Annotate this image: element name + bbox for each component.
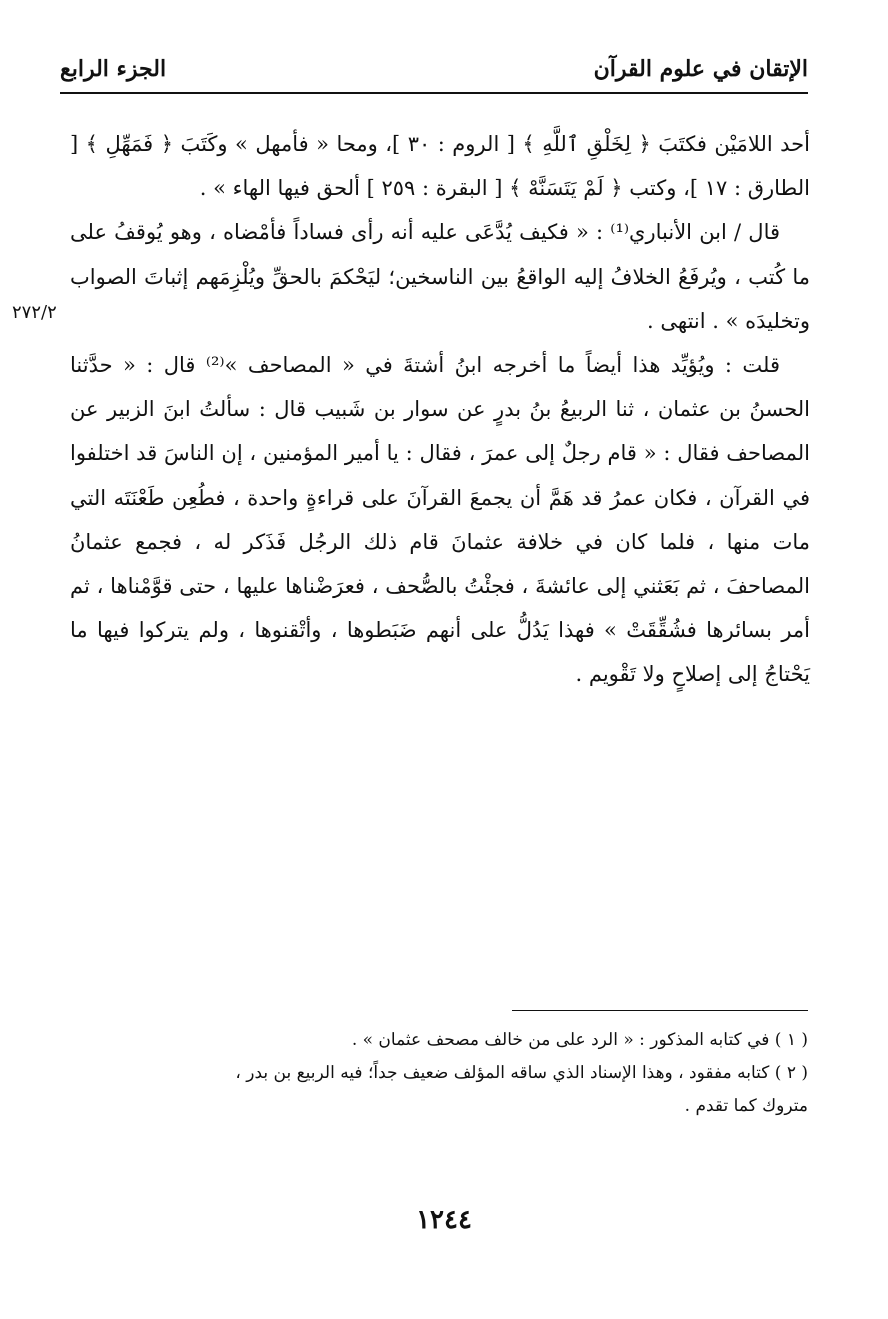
running-header: [60, 52, 808, 94]
page-number: ١٢٤٤: [416, 1205, 472, 1235]
part-title: الجزء الرابع: [60, 56, 167, 82]
footnote-divider: [512, 1010, 808, 1011]
paragraph-3: قلت : ويُؤيِّد هذا أيضاً ما أخرجه ابنُ أشتةَ في « المصاحف »⁽²⁾ قال : « حدَّثنا الحسنُ بن عثمان ، ثنا الربيعُ بنُ بدرٍ عن سوار بن شَبيب قال : سألتُ ابنَ الزبير عن المصاحف فقال : « قام رجلٌ إلى عمرَ ، فقال : يا أمير المؤمنين ، إن الناسَ قد اختلفوا في القرآن ، فكان عمرُ قد هَمَّ أن يجمعَ القرآنَ على قراءةٍ واحدة ، فطُعِن طَعْنَتَه التي مات منها ، فلما كان في خلافة عثمانَ قام ذلك الرجُل فَذَكر له ، فجمع عثمانُ المصاحفَ ، ثم بَعَثني إلى عائشةَ ، فجئْتُ بالصُّحف ، فعرَضْناها عليها ، حتى قوَّمْناها ، ثم أمر بسائرها فشُقِّقَتْ » فهذا يَدُلُّ على أنهم ضَبَطوها ، وأتْقنوها ، ولم يتركوا فيها ما يَحْتاجُ إلى إصلاحٍ ولا تَقْويم .: [70, 353, 810, 687]
footnote-1: ( ١ ) في كتابه المذكور : « الرد على من خالف مصحف عثمان » .: [351, 1030, 808, 1050]
book-title: الإتقان في علوم القرآن: [593, 56, 808, 82]
paragraph-1: أحد اللامَيْن فكتَبَ ﴿ لِخَلْقِ ٱللَّهِ ﴾ [ الروم : ٣٠ ]، ومحا « فأمهل » وكَتَبَ ﴿ فَمَهِّلِ ﴾ [ الطارق : ١٧ ]، وكتب ﴿ لَمْ يَتَسَنَّهْ ﴾ [ البقرة : ٢٥٩ ] ألحق فيها الهاء » .: [70, 132, 810, 201]
margin-reference: ٢٧٢/٢: [12, 302, 57, 323]
footnote-2-continuation: متروك كما تقدم .: [684, 1096, 808, 1116]
main-text: [70, 122, 810, 697]
footnote-2: ( ٢ ) كتابه مفقود ، وهذا الإسناد الذي ساقه المؤلف ضعيف جداً؛ فيه الربيع بن بدر ،: [235, 1063, 808, 1083]
paragraph-2: قال / ابن الأنباري⁽¹⁾ : « فكيف يُدَّعَى عليه أنه رأى فساداً فأمْضاه ، وهو يُوقفُ على ما كُتب ، ويُرفَعُ الخلافُ إليه الواقعُ بين الناسخين؛ ليَحْكمَ بالحقِّ ويُلْزِمَهم إثباتَ الصواب وتخليدَه » . انتهى .: [70, 220, 810, 333]
footnotes: [70, 1024, 808, 1123]
